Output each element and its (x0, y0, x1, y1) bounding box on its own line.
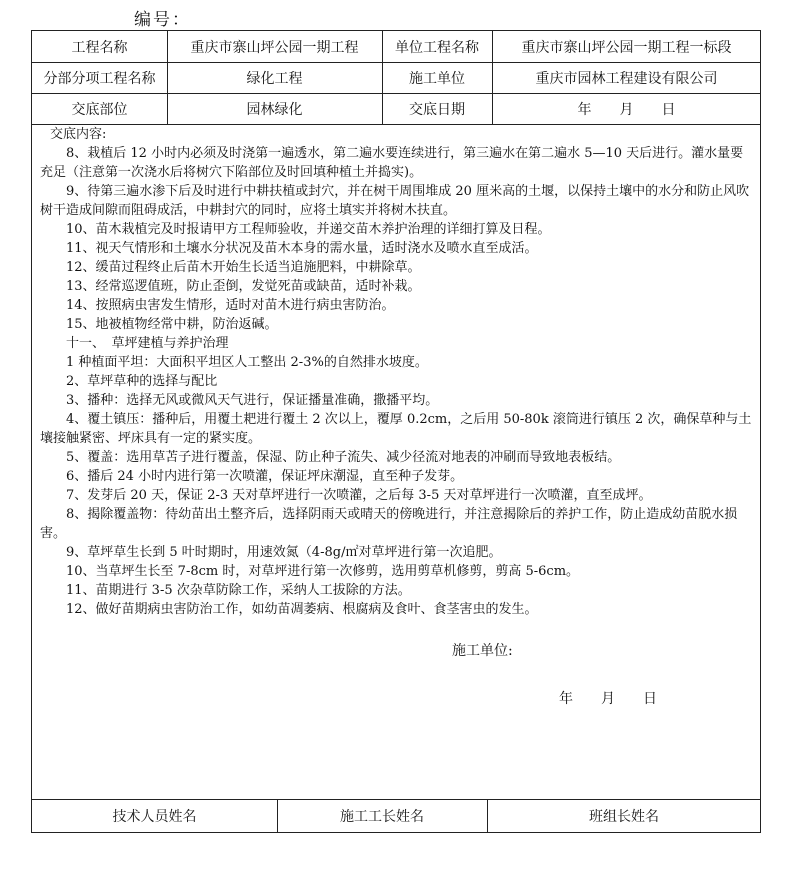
team-leader-name-label: 班组长姓名 (589, 809, 659, 825)
paragraph: 1 种植面平坦：大面积平坦区人工整出 2-3%的自然排水坡度。 (66, 355, 428, 370)
document-number-label: 编号： (134, 10, 191, 30)
sub-project-value: 绿化工程 (246, 70, 303, 87)
construction-unit-value: 重庆市园林工程建设有限公司 (535, 70, 718, 87)
disclosure-content (32, 125, 761, 619)
paragraph: 8、栽植后 12 小时内必须及时浇第一遍透水，第二遍水要连续进行，第三遍水在第二遍水 5—10 天后进行。灌水量要充足（注意第一次浇水后将树穴下陷部位及时回填种植土并捣实)。 (40, 146, 744, 180)
disclosure-part-value: 园林绿化 (246, 101, 303, 118)
paragraph: 13、经常巡逻值班，防止歪倒，发觉死苗或缺苗，适时补栽。 (66, 279, 421, 294)
paragraph: 5、覆盖：选用草苫子进行覆盖，保湿、防止种子流失、减少径流对地表的冲刷而导致地表板结。 (66, 450, 621, 465)
paragraph: 10、当草坪生长至 7-8cm 时，对草坪进行第一次修剪，选用剪草机修剪，剪高 5-6cm。 (66, 564, 580, 579)
disclosure-date-value: 年 月 日 (577, 101, 676, 118)
paragraph: 2、草坪草种的选择与配比 (66, 374, 218, 389)
paragraph: 6、播后 24 小时内进行第一次喷灌，保证坪床潮湿，直至种子发芽。 (66, 469, 464, 484)
project-name-label: 工程名称 (71, 39, 128, 56)
foreman-name-label: 施工工长姓名 (340, 809, 424, 825)
paragraph: 4、覆土镇压：播种后，用覆土耙进行覆土 2 次以上，覆厚 0.2cm，之后用 50-80k 滚筒进行镇压 2 次，确保草种与土壤接触紧密、坪床具有一定的紧实度。 (40, 412, 752, 446)
signature-unit-label: 施工单位: (452, 643, 513, 659)
paragraph: 3、播种：选择无风或微风天气进行，保证播量准确，撒播平均。 (66, 393, 439, 408)
paragraph: 14、按照病虫害发生情形，适时对苗木进行病虫害防治。 (66, 298, 395, 313)
disclosure-part-label: 交底部位 (71, 101, 128, 118)
paragraph: 11、视天气情形和土壤水分状况及苗木本身的需水量，适时浇水及喷水直至成活。 (66, 241, 538, 256)
paragraph: 10、苗木栽植完及时报请甲方工程师验收，并递交苗木养护治理的详细打算及日程。 (66, 222, 551, 237)
project-name-value: 重庆市寨山坪公园一期工程 (190, 39, 359, 56)
paragraph: 9、草坪草生长到 5 叶时期时，用速效氮（4-8g/㎡对草坪进行第一次追肥。 (66, 545, 502, 560)
content-label: 交底内容: (50, 127, 107, 142)
sub-project-label: 分部分项工程名称 (43, 70, 156, 87)
disclosure-date-label: 交底日期 (409, 101, 465, 118)
unit-project-name-label: 单位工程名称 (395, 39, 479, 56)
signature-date: 年 月 日 (559, 691, 657, 707)
section-heading: 十一、 草坪建植与养护治理 (66, 336, 229, 351)
construction-unit-label: 施工单位 (409, 70, 465, 87)
paragraph: 15、地被植物经常中耕，防治返碱。 (66, 317, 278, 332)
technician-name-label: 技术人员姓名 (112, 809, 197, 825)
paragraph: 8、揭除覆盖物：待幼苗出土整齐后，选择阴雨天或晴天的傍晚进行，并注意揭除后的养护工作，防止造成幼苗脱水损害。 (40, 507, 738, 541)
paragraph: 12、缓苗过程终止后苗木开始生长适当追施肥料，中耕除草。 (66, 260, 421, 275)
unit-project-name-value: 重庆市寨山坪公园一期工程一标段 (521, 39, 732, 56)
paragraph: 7、发芽后 20 天，保证 2-3 天对草坪进行一次喷灌，之后每 3-5 天对草坪进行一次喷灌，直至成坪。 (66, 488, 652, 503)
paragraph: 9、待第三遍水渗下后及时进行中耕扶植或封穴，并在树干周围堆成 20 厘米高的土堰，以保持土壤中的水分和防止风吹树干造成间隙而阻碍成活，中耕封穴的同时，应将土填实并将树木扶直。 (40, 184, 750, 218)
paragraph: 12、做好苗期病虫害防治工作，如幼苗凋萎病、根腐病及食叶、食茎害虫的发生。 (66, 602, 538, 617)
disclosure-form (31, 30, 761, 833)
paragraph: 11、苗期进行 3-5 次杂草防除工作，采纳人工拔除的方法。 (66, 583, 411, 598)
